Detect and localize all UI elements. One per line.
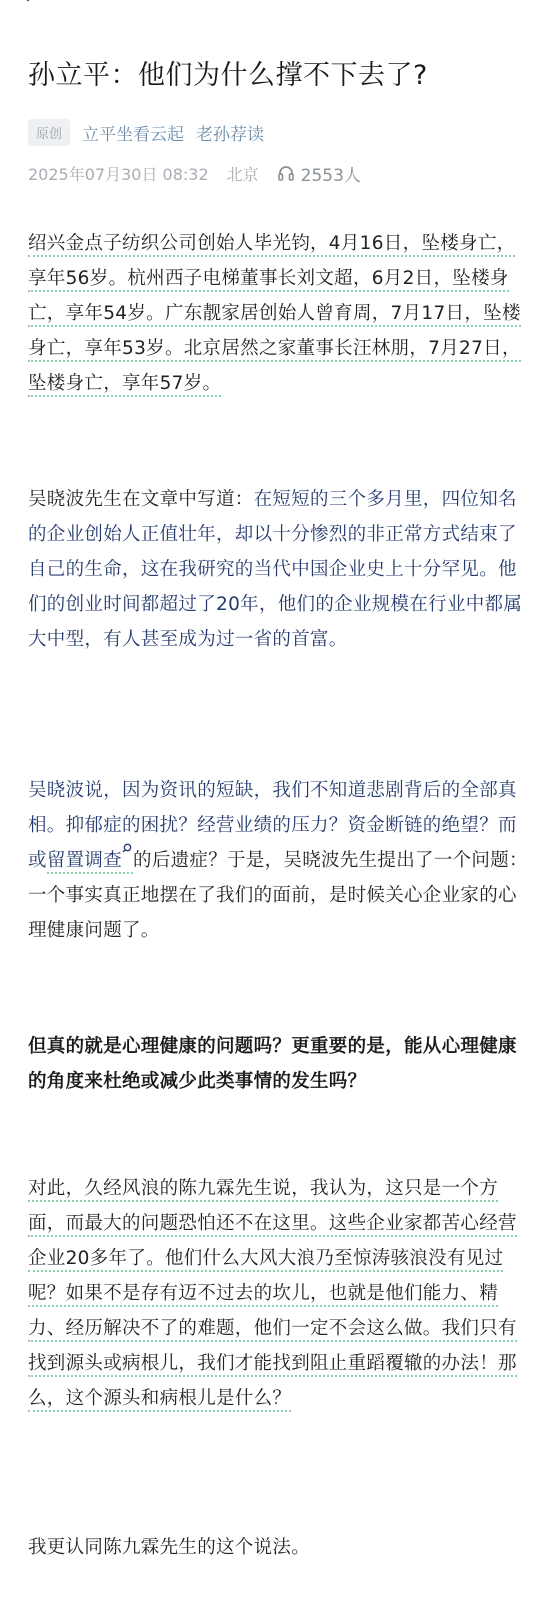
paragraph-2 [28,482,528,657]
search-link-label: 留置调查 [46,850,123,871]
paragraph-2-lead: 吴晓波先生在文章中写道： [28,489,254,510]
author-link[interactable]: 立平坐看云起 [82,124,185,145]
article-meta-row [28,158,361,188]
headphone-icon [277,164,295,182]
publish-date: 2025年07月30日 08:32 [28,164,209,184]
paragraph-3-text-a: 吴晓波说，因为资讯的短缺，我们不知道悲剧背后的全部真相。抑郁症的困扰？经营业绩的压力？资金断链的绝望？而或 [28,780,517,871]
paragraph-1-text: 绍兴金点子纺织公司创始人毕光钧，4月16日，坠楼身亡，享年56岁。杭州西子电梯董事长刘文超，6月2日，坠楼身亡，享年54岁。广东靓家居创始人曾育周，7月17日，坠楼身亡，享年53岁。北京居然之家董事长汪林朋，7月27日，坠楼身亡，享年57岁。 [28,233,521,397]
back-icon[interactable] [18,0,38,6]
paragraph-3-text-b: 的后遗症？于是，吴晓波先生提出了一个问题：一个事实真正地摆在了我们的面前，是时候关心企业家的心理健康问题了。 [28,850,528,941]
paragraph-4: 但真的就是心理健康的问题吗？更重要的是，能从心理健康的角度来杜绝或减少此类事情的发生吗？ [28,1036,517,1092]
paragraph-2-quote: 在短短的三个多月里，四位知名的企业创始人正值壮年，却以十分惨烈的非正常方式结束了自己的生命，这在我研究的当代中国企业史上十分罕见。他们的创业时间都超过了20年，他们的企业规模在行业中都属大中型，有人甚至成为过一省的首富。 [28,489,523,650]
recommender-link[interactable]: 老孙荐读 [196,124,265,145]
paragraph-5-text: 对此，久经风浪的陈九霖先生说，我认为，这只是一个方面，而最大的问题恐怕还不在这里。这些企业家都苦心经营企业20多年了。他们什么大风大浪乃至惊涛骇浪没有见过呢？如果不是存有迈不过去的坎儿，也就是他们能力、精力、经历解决不了的难题，他们一定不会这么做。我们只有找到源头或病根儿，我们才能找到阻止重蹈覆辙的办法！那么，这个源头和病根儿是什么？ [28,1178,517,1412]
publish-location: 北京 [226,164,259,184]
article-title: 孙立平：他们为什么撑不下去了? [28,60,428,91]
paragraph-3 [28,773,528,948]
original-badge: 原创 [28,119,70,146]
paragraph-6: 我更认同陈九霖先生的这个说法。 [28,1537,311,1558]
search-icon [122,843,133,854]
search-link[interactable] [47,850,133,874]
read-count [277,161,361,186]
article-source-row [28,117,264,147]
read-count-text: 2553人 [300,165,361,186]
paragraph-5 [28,1171,528,1416]
paragraph-1 [28,226,528,401]
